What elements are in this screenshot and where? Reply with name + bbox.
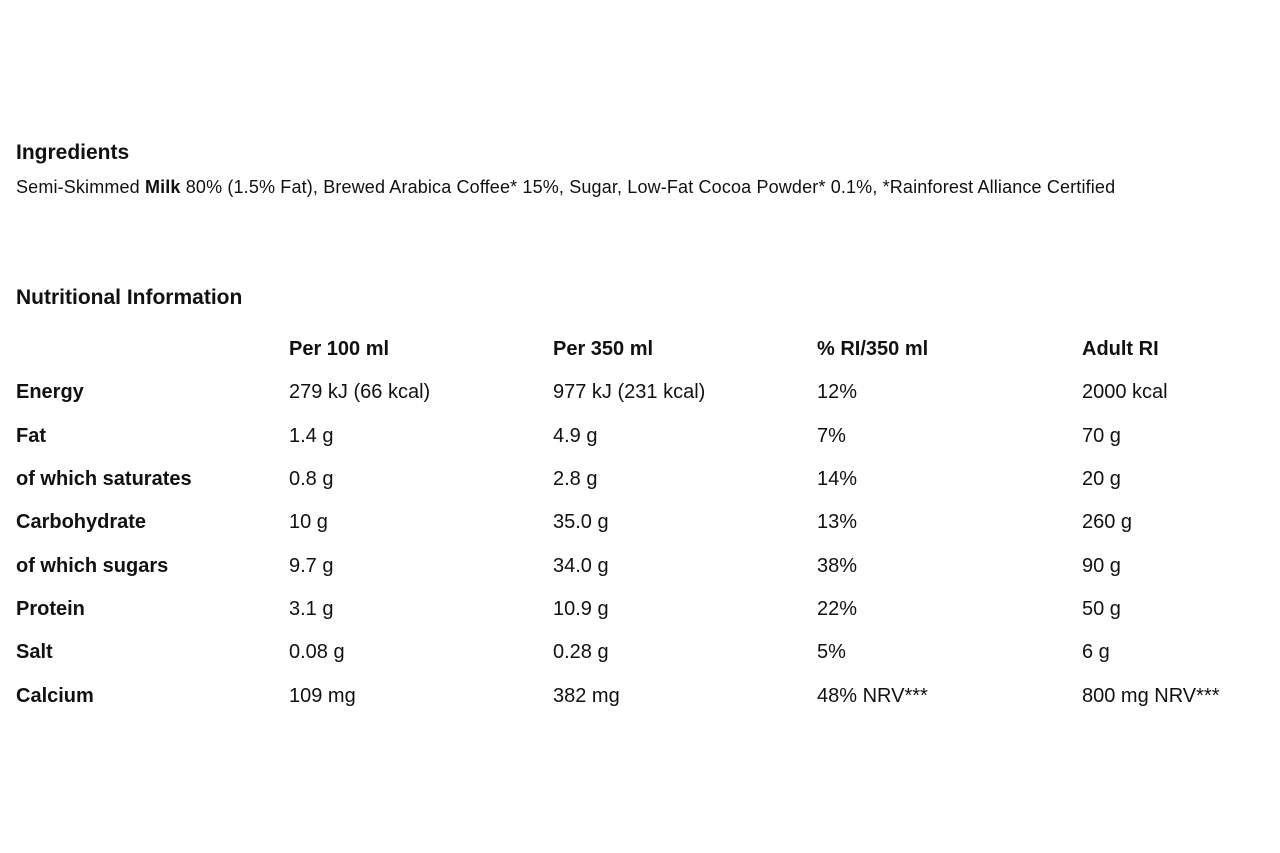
nutrition-table-header — [16, 328, 1266, 371]
per-100ml-value: 3.1 g — [289, 597, 334, 620]
ri-percent-value: 13% — [817, 511, 858, 534]
adult-ri-value: 70 g — [1082, 424, 1121, 447]
nutrient-label: Energy — [16, 381, 84, 404]
nutrient-label: of which sugars — [16, 554, 169, 577]
ri-percent-value: 38% — [817, 554, 858, 577]
adult-ri-value: 90 g — [1082, 554, 1121, 577]
nutrient-label: of which saturates — [16, 468, 192, 491]
per-350ml-value: 35.0 g — [553, 511, 609, 534]
per-100ml-value: 10 g — [289, 511, 328, 534]
ingredients-text-start: Semi-Skimmed — [16, 177, 145, 197]
table-row — [16, 458, 1266, 501]
per-350ml-value: 382 mg — [553, 684, 620, 707]
nutrition-table — [16, 328, 1266, 718]
column-header-per-100ml: Per 100 ml — [289, 338, 390, 361]
per-350ml-value: 0.28 g — [553, 641, 609, 664]
column-header-adult-ri: Adult RI — [1082, 338, 1159, 361]
ingredients-section — [16, 139, 1278, 201]
ingredients-text — [16, 173, 1278, 201]
adult-ri-value: 800 mg NRV*** — [1082, 684, 1220, 707]
column-header-per-350ml: Per 350 ml — [553, 338, 654, 361]
per-350ml-value: 34.0 g — [553, 554, 609, 577]
per-100ml-value: 109 mg — [289, 684, 356, 707]
table-row — [16, 588, 1266, 631]
ri-percent-value: 7% — [817, 424, 846, 447]
per-100ml-value: 279 kJ (66 kcal) — [289, 381, 431, 404]
table-row — [16, 371, 1266, 414]
nutrition-section — [16, 284, 1266, 718]
nutrition-table-body — [16, 371, 1266, 717]
table-row — [16, 674, 1266, 717]
adult-ri-value: 6 g — [1082, 641, 1110, 664]
per-100ml-value: 9.7 g — [289, 554, 334, 577]
ri-percent-value: 22% — [817, 597, 858, 620]
per-100ml-value: 0.8 g — [289, 468, 334, 491]
table-row — [16, 501, 1266, 544]
ri-percent-value: 5% — [817, 641, 846, 664]
adult-ri-value: 20 g — [1082, 468, 1121, 491]
header-row — [16, 328, 1266, 371]
table-row — [16, 415, 1266, 458]
per-350ml-value: 4.9 g — [553, 424, 598, 447]
column-header-ri-percent: % RI/350 ml — [817, 338, 929, 361]
adult-ri-value: 2000 kcal — [1082, 381, 1168, 404]
ri-percent-value: 48% NRV*** — [817, 684, 928, 707]
per-350ml-value: 10.9 g — [553, 597, 609, 620]
table-row — [16, 631, 1266, 674]
adult-ri-value: 260 g — [1082, 511, 1133, 534]
adult-ri-value: 50 g — [1082, 597, 1121, 620]
per-350ml-value: 977 kJ (231 kcal) — [553, 381, 706, 404]
per-100ml-value: 1.4 g — [289, 424, 334, 447]
table-row — [16, 544, 1266, 587]
nutrient-label: Salt — [16, 641, 53, 664]
ingredients-heading: Ingredients — [16, 141, 130, 164]
nutrition-heading: Nutritional Information — [16, 286, 243, 309]
nutrient-label: Calcium — [16, 684, 94, 707]
ingredients-text-rest: 80% (1.5% Fat), Brewed Arabica Coffee* 15%, Sugar, Low-Fat Cocoa Powder* 0.1%, *Rainforest Alliance Certified — [180, 177, 1116, 197]
ri-percent-value: 12% — [817, 381, 858, 404]
per-350ml-value: 2.8 g — [553, 468, 598, 491]
nutrient-label: Fat — [16, 424, 46, 447]
ingredients-allergen: Milk — [144, 177, 181, 197]
ri-percent-value: 14% — [817, 468, 858, 491]
column-header-nutrient — [16, 328, 289, 371]
per-100ml-value: 0.08 g — [289, 641, 345, 664]
nutrient-label: Protein — [16, 597, 85, 620]
nutrient-label: Carbohydrate — [16, 511, 147, 534]
